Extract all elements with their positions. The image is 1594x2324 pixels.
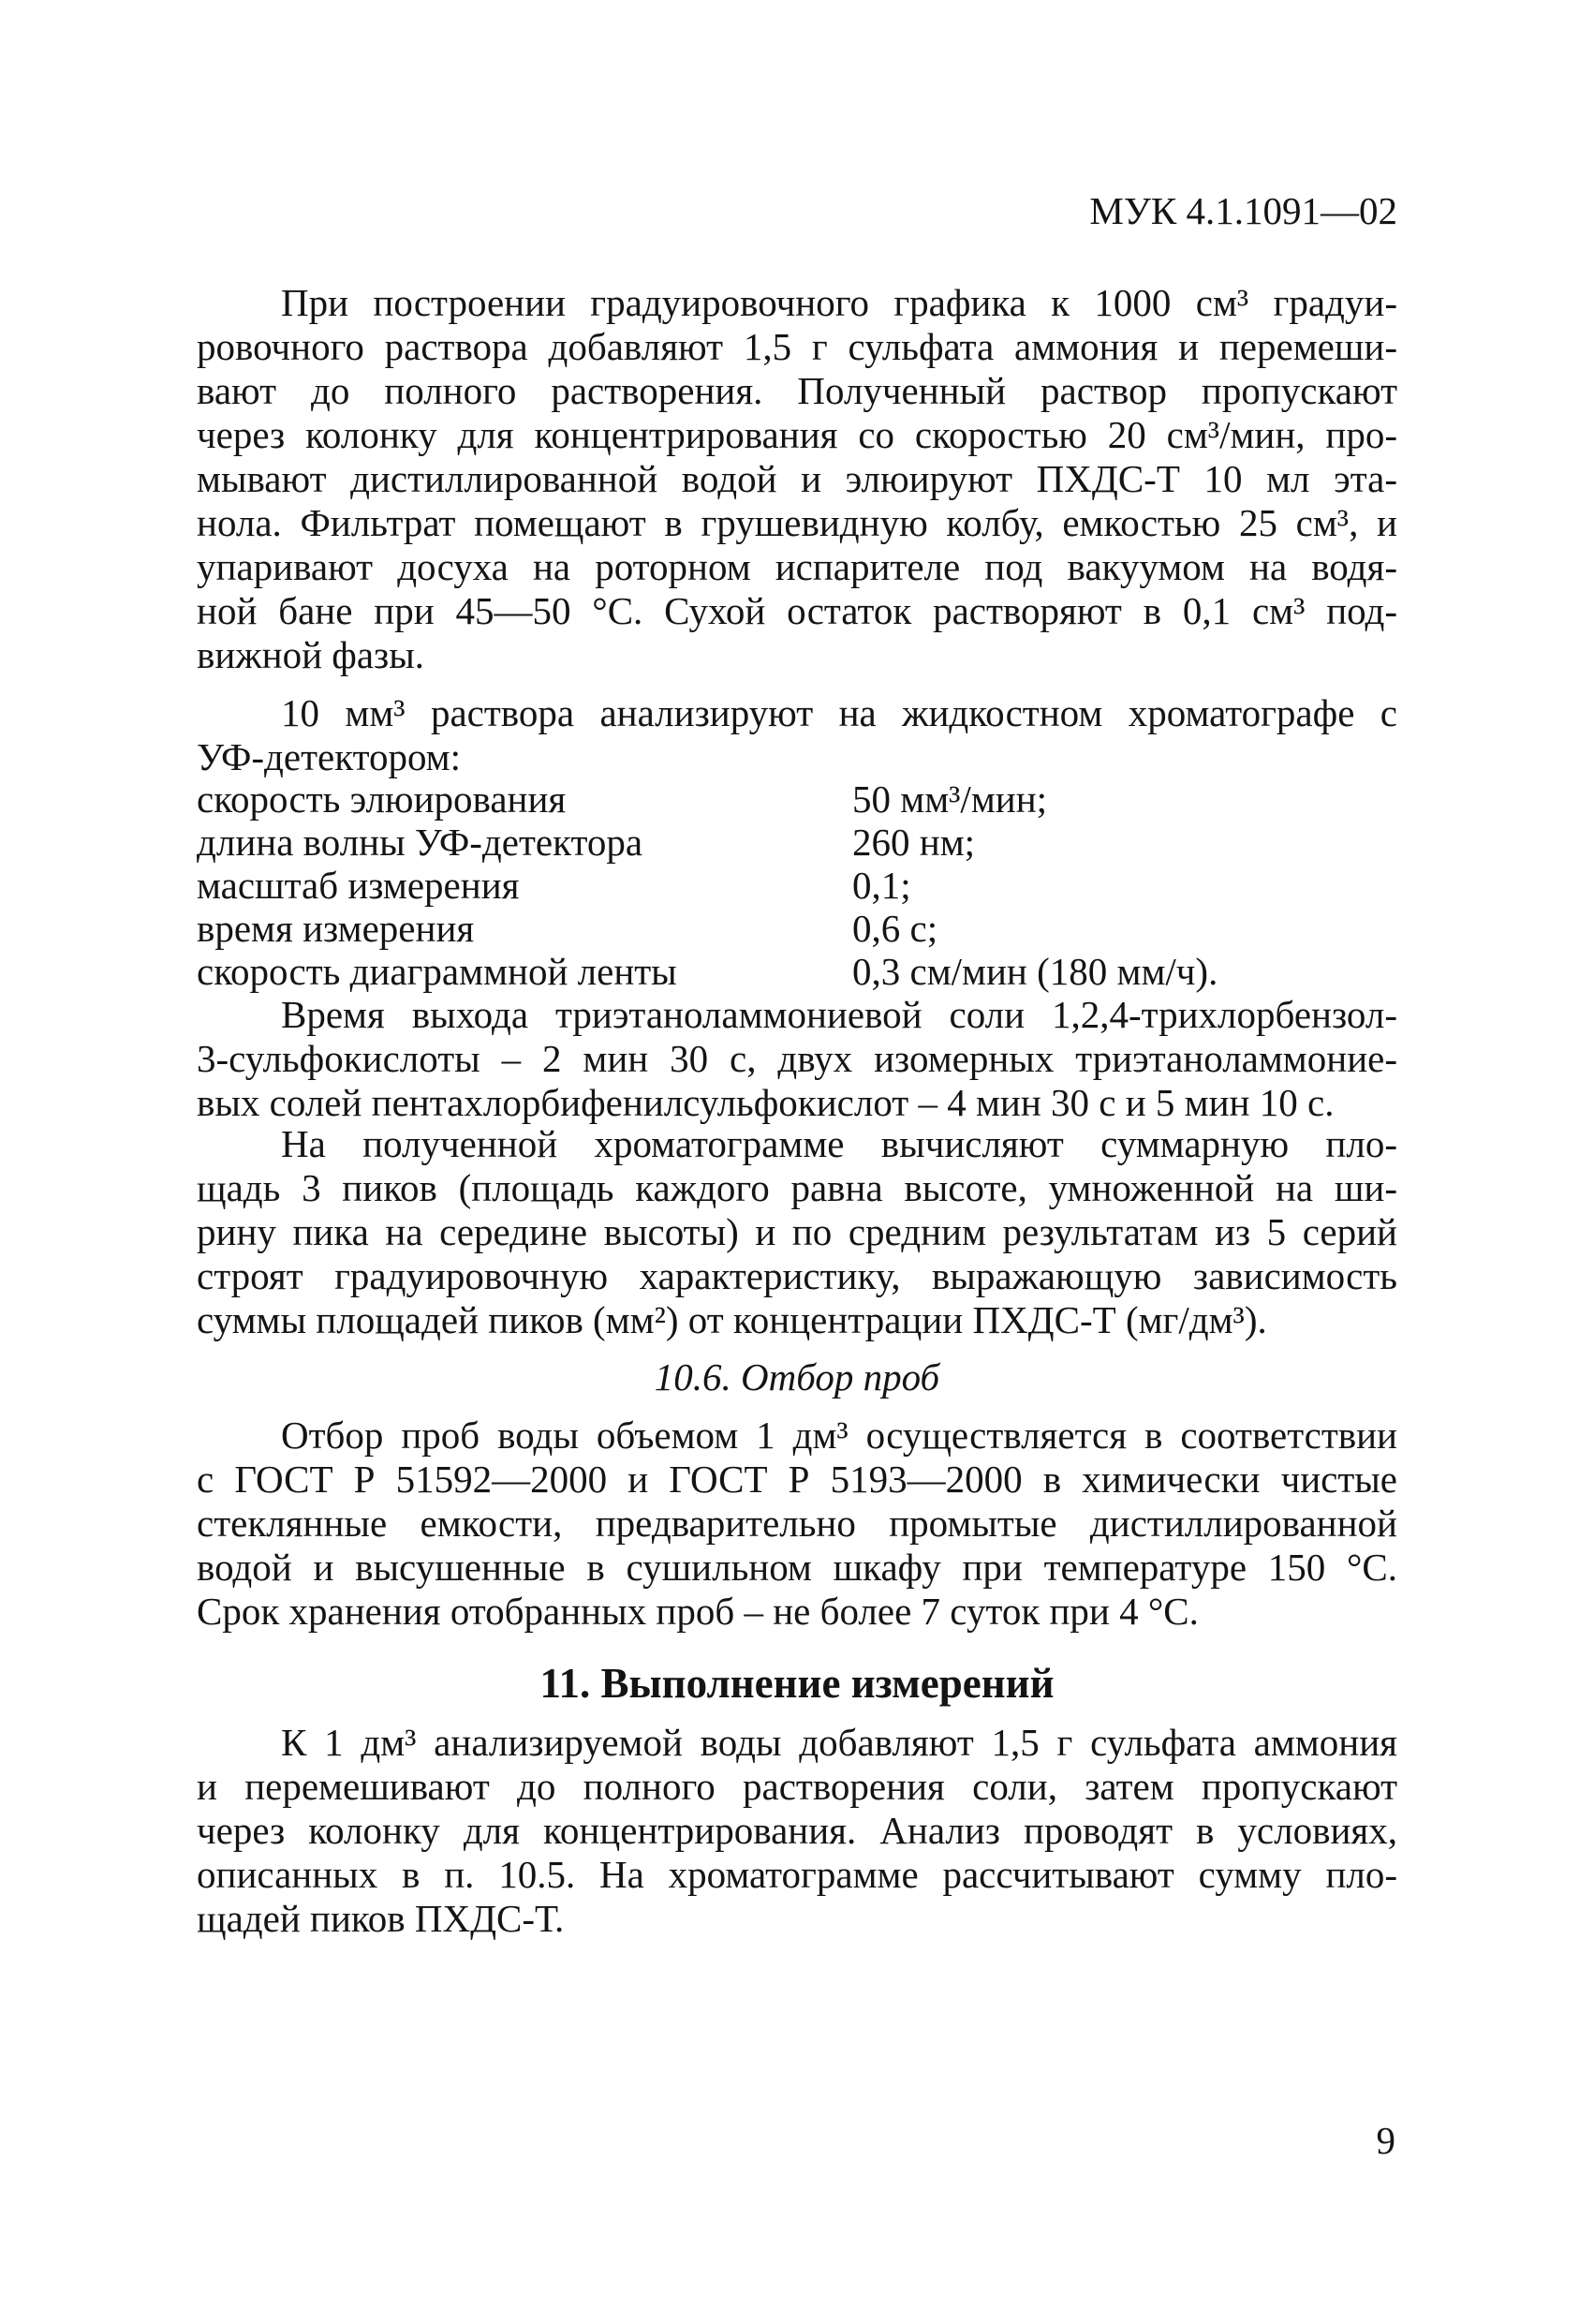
- parameter-value: 0,1;: [852, 864, 911, 907]
- text-line: суммы площадей пиков (мм²) от концентрации ПХДС-Т (мг/дм³).: [197, 1298, 1267, 1341]
- parameter-row: [197, 864, 1397, 907]
- parameter-label: время измерения: [197, 907, 475, 950]
- text-line: Отбор проб воды объемом 1 дм³ осуществляется в соответствии: [281, 1414, 1397, 1457]
- parameter-label: масштаб измерения: [197, 864, 520, 907]
- text-line: К 1 дм³ анализируемой воды добавляют 1,5 г сульфата аммония: [281, 1721, 1397, 1764]
- text-line: На полученной хроматограмме вычисляют суммарную пло-: [281, 1122, 1397, 1165]
- parameter-row: [197, 907, 1397, 950]
- text-line: щадей пиков ПХДС-Т.: [197, 1897, 565, 1940]
- text-line: 3-сульфокислоты – 2 мин 30 с, двух изомерных триэтаноламмоние-: [197, 1037, 1397, 1080]
- text-line: упаривают досуха на роторном испарителе под вакуумом на водя-: [197, 545, 1397, 588]
- text-line: При построении градуировочного графика к 1000 см³ градуи-: [281, 281, 1397, 324]
- text-line: через колонку для концентрирования со скоростью 20 см³/мин, про-: [197, 413, 1397, 456]
- parameter-value: 260 нм;: [852, 821, 976, 864]
- text-line: и перемешивают до полного растворения соли, затем пропускают: [197, 1765, 1397, 1808]
- text-line: нола. Фильтрат помещают в грушевидную колбу, емкостью 25 см³, и: [197, 501, 1397, 544]
- text-line: мывают дистиллированной водой и элюируют ПХДС-Т 10 мл эта-: [197, 457, 1397, 500]
- parameter-label: скорость диаграммной ленты: [197, 950, 677, 993]
- subsection-title-10-6: 10.6. Отбор проб: [654, 1355, 940, 1399]
- paragraph-chromatograph: [197, 691, 1397, 779]
- text-line: ной бане при 45—50 °С. Сухой остаток растворяют в 0,1 см³ под-: [197, 589, 1397, 632]
- text-line: 10 мм³ раствора анализируют на жидкостном хроматографе с: [281, 691, 1397, 734]
- parameter-label: скорость элюирования: [197, 777, 567, 821]
- page-number: 9: [1376, 2119, 1395, 2162]
- text-line: УФ-детектором:: [197, 735, 462, 778]
- text-line: щадь 3 пиков (площадь каждого равна высоте, умноженной на ши-: [197, 1166, 1397, 1209]
- text-line: стеклянные емкости, предварительно промытые дистиллированной: [197, 1502, 1397, 1545]
- parameter-row: [197, 821, 1397, 864]
- text-line: с ГОСТ Р 51592—2000 и ГОСТ Р 5193—2000 в химически чистые: [197, 1458, 1397, 1501]
- parameter-label: длина волны УФ-детектора: [197, 821, 643, 864]
- text-line: водой и высушенные в сушильном шкафу при температуре 150 °С.: [197, 1546, 1397, 1589]
- text-line: вых солей пентахлорбифенилсульфокислот – 4 мин 30 с и 5 мин 10 с.: [197, 1081, 1335, 1124]
- text-line: Срок хранения отобранных проб – не более 7 суток при 4 °С.: [197, 1590, 1199, 1633]
- parameter-value: 0,6 с;: [852, 907, 938, 950]
- parameter-value: 0,3 см/мин (180 мм/ч).: [852, 950, 1218, 993]
- text-line: вают до полного растворения. Полученный раствор пропускают: [197, 369, 1397, 412]
- paragraph-retention-time: [197, 993, 1397, 1125]
- parameter-value: 50 мм³/мин;: [852, 777, 1048, 821]
- text-line: через колонку для концентрирования. Анализ проводят в условиях,: [197, 1809, 1397, 1852]
- parameter-list: [197, 777, 1397, 993]
- parameter-row: [197, 950, 1397, 993]
- text-line: Время выхода триэтаноламмониевой соли 1,2,4-трихлорбензол-: [281, 993, 1397, 1036]
- paragraph-sampling: [197, 1414, 1397, 1634]
- text-line: рину пика на середине высоты) и по средним результатам из 5 серий: [197, 1210, 1397, 1253]
- text-line: описанных в п. 10.5. На хроматограмме рассчитывают сумму пло-: [197, 1853, 1397, 1896]
- paragraph-peak-area: [197, 1122, 1397, 1342]
- paragraph-calibration: [197, 281, 1397, 677]
- document-code: МУК 4.1.1091—02: [1089, 189, 1397, 232]
- section-title-11: 11. Выполнение измерений: [539, 1660, 1055, 1707]
- text-line: строят градуировочную характеристику, выражающую зависимость: [197, 1254, 1397, 1297]
- paragraph-measurement: [197, 1721, 1397, 1941]
- text-line: вижной фазы.: [197, 633, 425, 676]
- parameter-row: [197, 777, 1397, 821]
- text-line: ровочного раствора добавляют 1,5 г сульфата аммония и перемеши-: [197, 325, 1397, 368]
